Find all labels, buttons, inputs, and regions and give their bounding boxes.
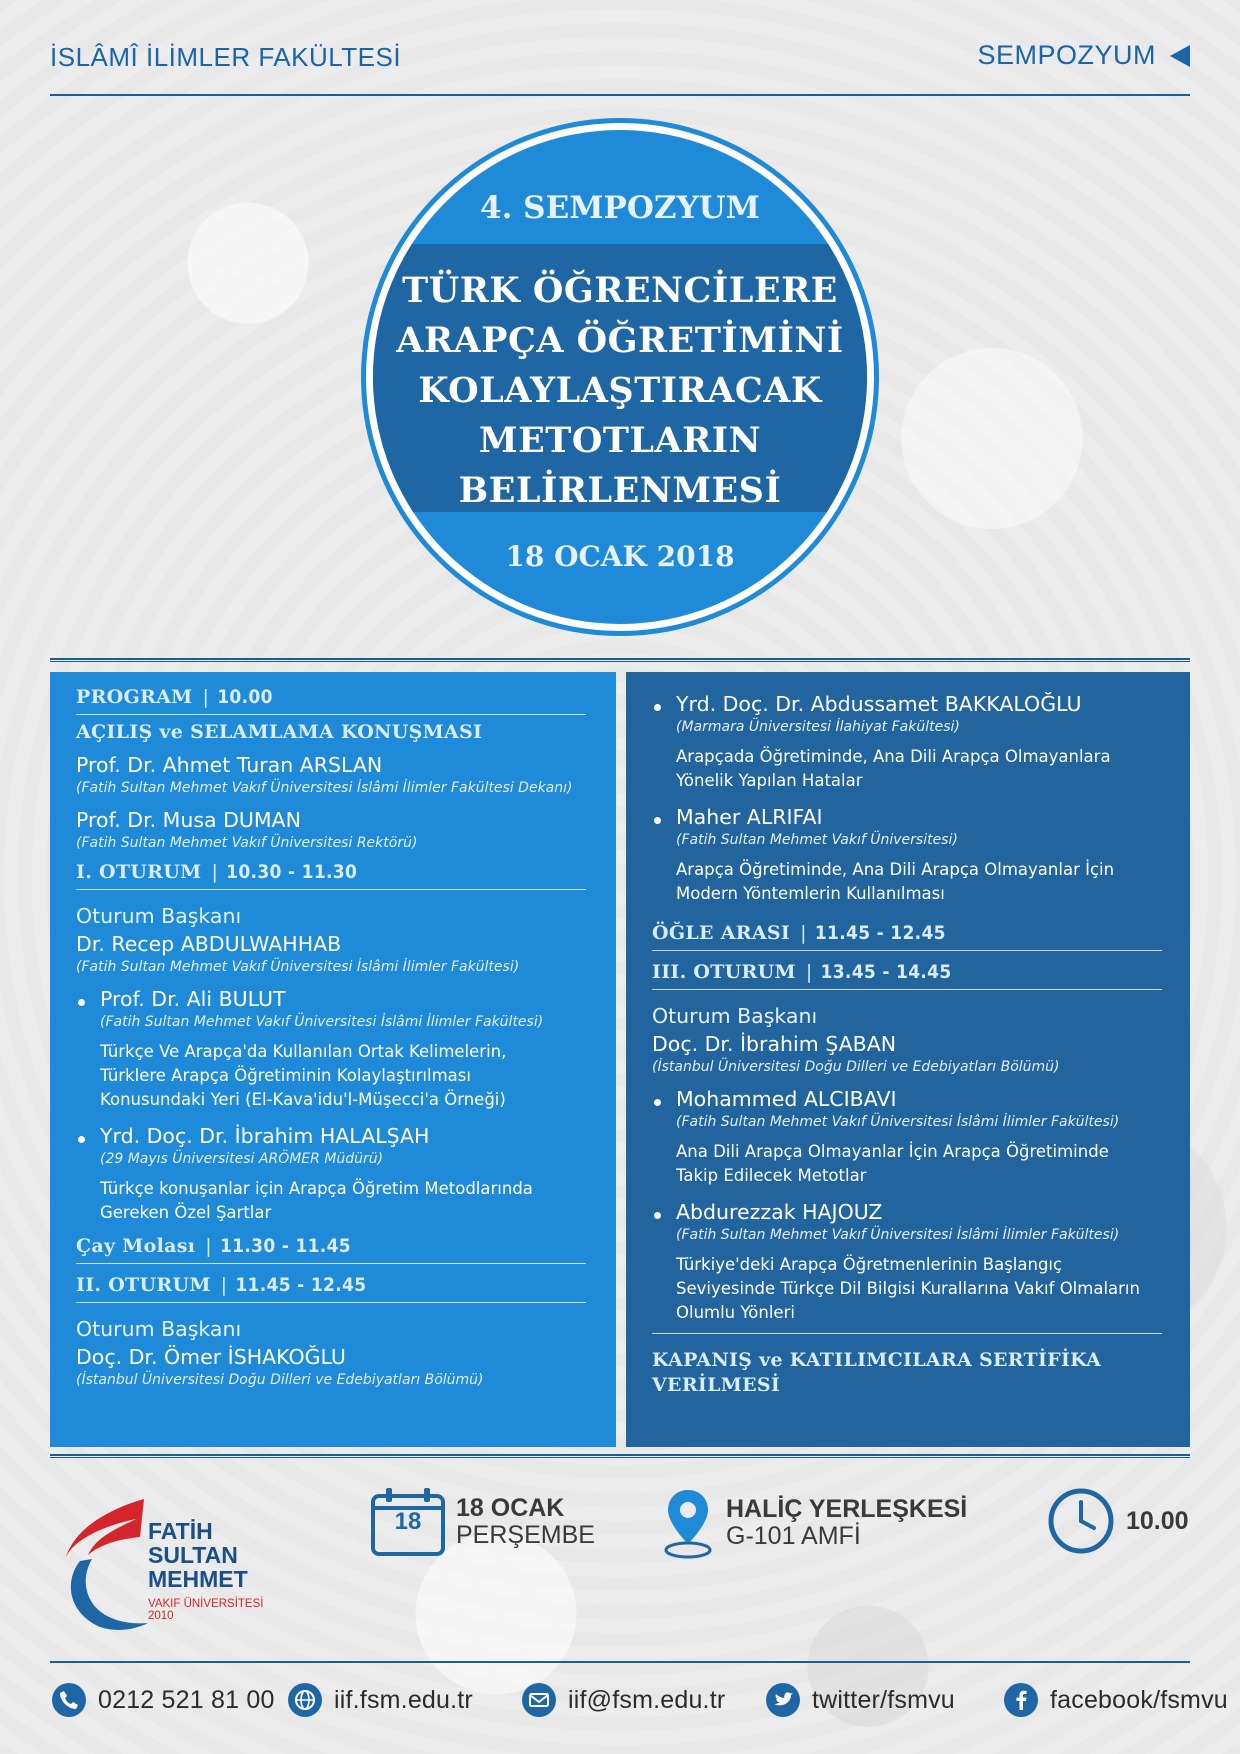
email-icon xyxy=(522,1683,556,1717)
website-link: iif.fsm.edu.tr xyxy=(334,1685,473,1714)
lunch-heading: ÖĞLE ARASI | 11.45 - 12.45 xyxy=(652,922,1162,951)
bullet-dot xyxy=(654,1099,661,1106)
speaker-affiliation: (Fatih Sultan Mehmet Vakıf Üniversitesi) xyxy=(676,832,958,848)
program-bottom-rule xyxy=(50,1454,1190,1458)
talk-title-line: Konusundaki Yeri (El-Kava'idu'l-Müşecci'a Örneği) xyxy=(100,1090,506,1109)
symposium-date: 18 OCAK 2018 xyxy=(505,540,735,573)
event-location-text xyxy=(726,1496,967,1550)
bullet-dot xyxy=(78,999,85,1006)
speaker-affiliation: (Fatih Sultan Mehmet Vakıf Üniversitesi Rektörü) xyxy=(76,835,418,851)
speaker-affiliation: (Fatih Sultan Mehmet Vakıf Üniversitesi İslâmi İlimler Fakültesi) xyxy=(100,1014,544,1030)
footer-rule xyxy=(50,1661,1190,1663)
logo-line: SULTAN xyxy=(148,1542,238,1568)
chair-affiliation: (Fatih Sultan Mehmet Vakıf Üniversitesi İslâmi İlimler Fakültesi) xyxy=(76,959,520,975)
chair-label: Oturum Başkanı xyxy=(76,904,242,928)
date-primary: 18 OCAK xyxy=(456,1494,565,1522)
session1-heading: I. OTURUM | 10.30 - 11.30 xyxy=(76,861,586,890)
bullet-dot xyxy=(654,817,661,824)
talk-item xyxy=(76,1124,586,1225)
talk-item xyxy=(652,692,1162,793)
talk-title xyxy=(100,1177,586,1225)
event-time-text: 10.00 xyxy=(1126,1506,1189,1535)
session3-time: 13.45 - 14.45 xyxy=(820,961,952,983)
session2-label: II. OTURUM xyxy=(76,1274,211,1296)
title-line: KOLAYLAŞTIRACAK xyxy=(418,370,822,411)
talk-item xyxy=(652,1087,1162,1188)
twitter-icon xyxy=(766,1683,800,1717)
bullet-dot xyxy=(654,704,661,711)
chair-label: Oturum Başkanı xyxy=(652,1004,818,1028)
talk-title-line: Seviyesinde Türkçe Dil Bilgisi Kurallarına Vakıf Olmaların xyxy=(676,1279,1140,1298)
date-secondary: PERŞEMBE xyxy=(456,1521,595,1549)
title-line: BELİRLENMESİ xyxy=(458,470,782,511)
lunch-time: 11.45 - 12.45 xyxy=(814,922,946,944)
sempozyum-tag-label: SEMPOZYUM xyxy=(977,40,1156,70)
closing-line: KAPANIŞ ve KATILIMCILARA SERTİFİKA xyxy=(652,1349,1102,1371)
talk-title-line: Ana Dili Arapça Olmayanlar İçin Arapça Öğretiminde xyxy=(676,1142,1109,1161)
chair-label: Oturum Başkanı xyxy=(76,1317,242,1341)
chair-affiliation: (İstanbul Üniversitesi Doğu Dilleri ve Edebiyatları Bölümü) xyxy=(76,1372,484,1388)
break-heading: Çay Molası | 11.30 - 11.45 xyxy=(76,1235,586,1264)
speaker-affiliation: (Fatih Sultan Mehmet Vakıf Üniversitesi İslâmi İlimler Fakültesi) xyxy=(676,1114,1120,1130)
logo-line: MEHMET xyxy=(148,1566,248,1592)
speaker-affiliation: (Marmara Üniversitesi İlahiyat Fakültesi) xyxy=(676,719,960,735)
speaker-name: Mohammed ALCIBAVI xyxy=(676,1087,897,1111)
talk-title-line: Arapçada Öğretiminde, Ana Dili Arapça Olmayanlara xyxy=(676,747,1111,766)
talk-title-line: Arapça Öğretiminde, Ana Dili Arapça Olmayanlar İçin xyxy=(676,860,1115,879)
logo-flame-icon xyxy=(56,1495,156,1635)
talk-title-line: Yönelik Yapılan Hatalar xyxy=(676,771,863,790)
facebook-icon xyxy=(1004,1683,1038,1717)
location-primary: HALİÇ YERLEŞKESİ xyxy=(726,1495,968,1523)
calendar-day: 18 xyxy=(394,1508,422,1535)
closing-heading xyxy=(652,1348,1162,1404)
opening-heading: AÇILIŞ ve SELAMLAMA KONUŞMASI xyxy=(76,721,483,743)
session2-heading: II. OTURUM | 11.45 - 12.45 xyxy=(76,1274,586,1303)
talk-title-line: Modern Yöntemlerin Kullanılması xyxy=(676,884,945,903)
calendar-icon xyxy=(370,1486,446,1558)
speaker-name: Prof. Dr. Ali BULUT xyxy=(100,987,286,1011)
program-top-rule xyxy=(50,658,1190,662)
talk-title-line: Türkiye'deki Arapça Öğretmenlerinin Başlangıç xyxy=(676,1255,1063,1274)
speaker-name: Prof. Dr. Ahmet Turan ARSLAN xyxy=(76,753,383,777)
speaker-affiliation: (29 Mayıs Üniversitesi ARÖMER Müdürü) xyxy=(100,1151,384,1167)
title-line: METOTLARIN xyxy=(478,420,762,461)
program-panel-right xyxy=(626,672,1190,1447)
speaker-name: Yrd. Doç. Dr. Abdussamet BAKKALOĞLU xyxy=(676,692,1082,716)
globe-icon xyxy=(288,1683,322,1717)
break-label: Çay Molası xyxy=(76,1235,196,1257)
email-address: iif@fsm.edu.tr xyxy=(568,1685,726,1714)
faculty-name: İSLÂMÎ İLİMLER FAKÜLTESİ xyxy=(50,42,402,72)
logo-wordmark xyxy=(148,1519,248,1591)
talk-title-line: Türklere Arapça Öğretiminin Kolaylaştırılması xyxy=(100,1066,471,1085)
speaker-affiliation: (Fatih Sultan Mehmet Vakıf Üniversitesi İslâmi İlimler Fakültesi Dekanı) xyxy=(76,780,573,796)
sempozyum-tag xyxy=(977,40,1190,71)
program-time: 10.00 xyxy=(217,686,273,708)
speaker-name: Prof. Dr. Musa DUMAN xyxy=(76,808,301,832)
chair-name: Doç. Dr. İbrahim ŞABAN xyxy=(652,1032,897,1056)
symposium-title xyxy=(373,266,867,516)
title-line: ARAPÇA ÖĞRETİMİNİ xyxy=(396,320,844,361)
talk-title xyxy=(676,858,1162,906)
speaker-name: Maher ALRIFAI xyxy=(676,805,823,829)
edition-label: 4. SEMPOZYUM xyxy=(480,190,760,226)
bullet-dot xyxy=(78,1136,85,1143)
facebook-handle: facebook/fsmvu xyxy=(1050,1685,1228,1714)
lunch-label: ÖĞLE ARASI xyxy=(652,922,791,944)
chair-name: Dr. Recep ABDULWAHHAB xyxy=(76,932,342,956)
event-date-text xyxy=(456,1495,595,1549)
title-circle xyxy=(373,130,867,624)
talk-title xyxy=(676,1140,1162,1188)
talk-title xyxy=(676,1253,1162,1325)
logo-sub-line: VAKIF ÜNİVERSİTESİ xyxy=(148,1598,264,1610)
program-heading: PROGRAM | 10.00 xyxy=(76,686,586,715)
logo-subtitle xyxy=(148,1598,263,1622)
footer-website[interactable] xyxy=(288,1683,473,1717)
program-label: PROGRAM xyxy=(76,686,193,708)
twitter-handle: twitter/fsmvu xyxy=(812,1685,955,1714)
chair-name: Doç. Dr. Ömer İSHAKOĞLU xyxy=(76,1345,346,1369)
university-logo xyxy=(56,1495,266,1635)
talk-item xyxy=(76,987,586,1112)
program-panel-left xyxy=(50,672,616,1447)
chair-affiliation: (İstanbul Üniversitesi Doğu Dilleri ve Edebiyatları Bölümü) xyxy=(652,1059,1060,1075)
event-location xyxy=(660,1486,967,1560)
talk-title xyxy=(100,1040,586,1112)
speaker-name: Abdurezzak HAJOUZ xyxy=(676,1200,883,1224)
speaker-affiliation: (Fatih Sultan Mehmet Vakıf Üniversitesi İslâmi İlimler Fakültesi) xyxy=(676,1227,1120,1243)
talk-title xyxy=(676,745,1162,793)
event-date xyxy=(370,1486,595,1558)
phone-icon xyxy=(52,1683,86,1717)
closing-line: VERİLMESİ xyxy=(652,1374,781,1396)
footer-facebook[interactable] xyxy=(1004,1683,1228,1717)
talk-title-line: Gereken Özel Şartlar xyxy=(100,1203,272,1222)
speaker-name: Yrd. Doç. Dr. İbrahim HALALŞAH xyxy=(100,1124,430,1148)
break-time: 11.30 - 11.45 xyxy=(219,1235,351,1257)
phone-number: 0212 521 81 00 xyxy=(98,1685,275,1714)
session1-label: I. OTURUM xyxy=(76,861,202,883)
footer-email[interactable] xyxy=(522,1683,725,1717)
logo-line: FATİH xyxy=(148,1518,213,1544)
session1-time: 10.30 - 11.30 xyxy=(226,861,358,883)
location-pin-icon xyxy=(660,1486,716,1560)
location-secondary: G-101 AMFİ xyxy=(726,1522,861,1550)
footer-phone[interactable] xyxy=(52,1683,275,1717)
title-line: TÜRK ÖĞRENCİLERE xyxy=(402,270,838,311)
clock-icon xyxy=(1046,1486,1116,1556)
event-time xyxy=(1046,1486,1189,1556)
session3-label: III. OTURUM xyxy=(652,961,796,983)
session3-heading: III. OTURUM | 13.45 - 14.45 xyxy=(652,961,1162,990)
bullet-dot xyxy=(654,1212,661,1219)
footer-twitter[interactable] xyxy=(766,1683,955,1717)
talk-title-line: Türkçe Ve Arapça'da Kullanılan Ortak Kelimelerin, xyxy=(100,1042,507,1061)
session2-time: 11.45 - 12.45 xyxy=(235,1274,367,1296)
talk-title-line: Olumlu Yönleri xyxy=(676,1303,795,1322)
top-header xyxy=(50,38,1190,96)
talk-item xyxy=(652,1200,1162,1334)
triangle-left-icon xyxy=(1170,45,1190,67)
talk-title-line: Takip Edilecek Metotlar xyxy=(676,1166,867,1185)
logo-sub-line: 2010 xyxy=(148,1610,174,1622)
talk-title-line: Türkçe konuşanlar için Arapça Öğretim Metodlarında xyxy=(100,1179,533,1198)
talk-item xyxy=(652,805,1162,906)
